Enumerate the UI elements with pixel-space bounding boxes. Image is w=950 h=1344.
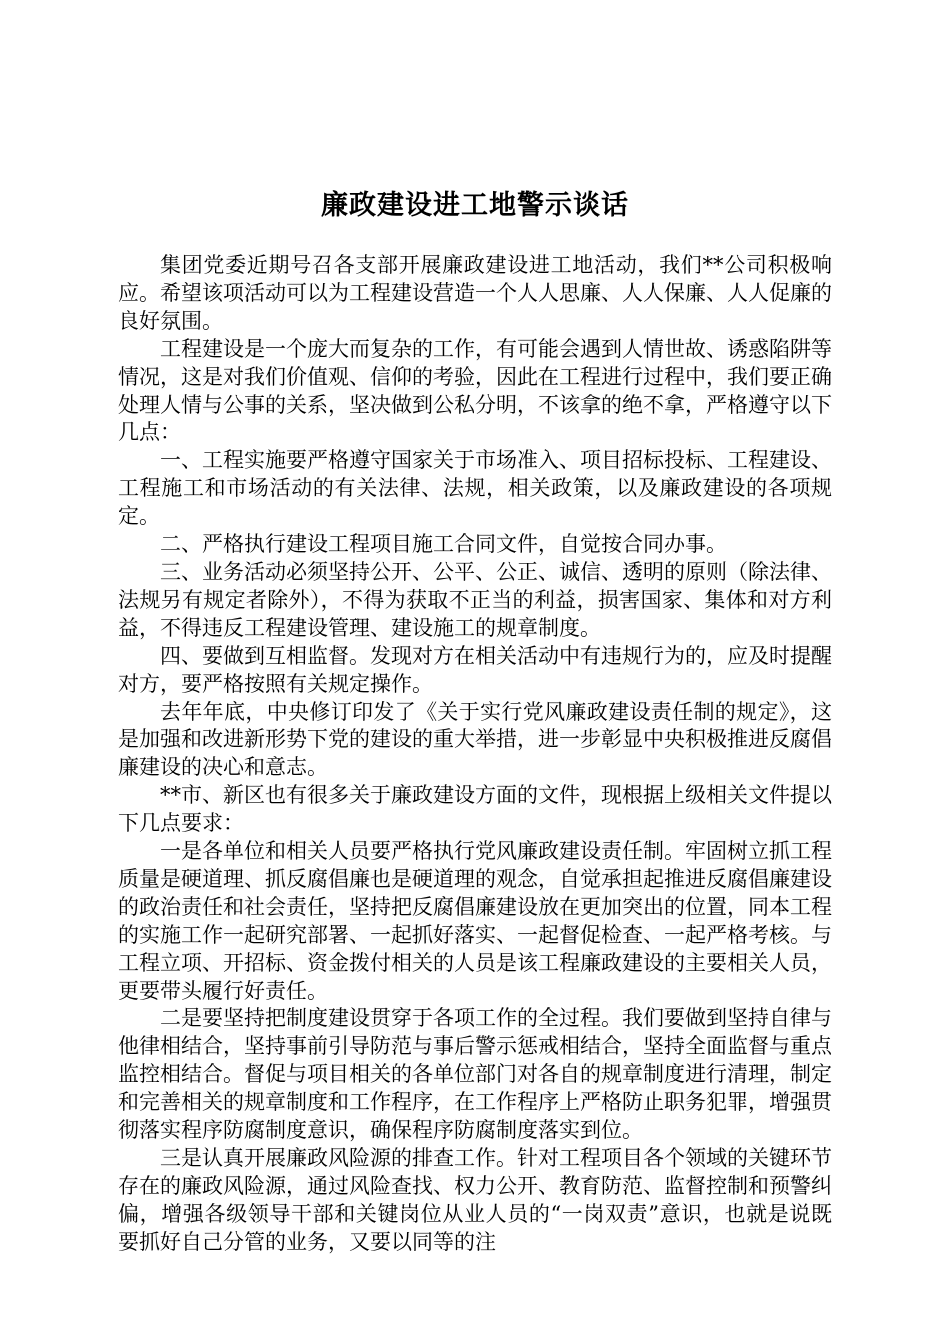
paragraph-requirement-3: 三是认真开展廉政风险源的排查工作。针对工程项目各个领域的关键环节存在的廉政风险源，通过风险查找、权力公开、教育防范、监督控制和预警纠偏，增强各级领导干部和关键岗位从业人员的“一岗双责”意识，也就是说既要抓好自己分管的业务，又要以同等的注 [118,1146,832,1254]
paragraph-context: 工程建设是一个庞大而复杂的工作，有可能会遇到人情世故、诱惑陷阱等情况，这是对我们价值观、信仰的考验，因此在工程进行过程中，我们要正确处理人情与公事的关系，坚决做到公私分明，不该拿的绝不拿，严格遵守以下几点： [118,336,832,445]
paragraph-intro: 集团党委近期号召各支部开展廉政建设进工地活动，我们**公司积极响应。希望该项活动可以为工程建设营造一个人人思廉、人人保廉、人人促廉的良好氛围。 [118,253,832,333]
paragraph-local-requirements: **市、新区也有很多关于廉政建设方面的文件，现根据上级相关文件提以下几点要求： [118,783,832,836]
paragraph-requirement-2: 二是要坚持把制度建设贯穿于各项工作的全过程。我们要做到坚持自律与他律相结合，坚持事前引导防范与事后警示惩戒相结合，坚持全面监督与重点监控相结合。督促与项目相关的各单位部门对各自的规章制度进行清理，制定和完善相关的规章制度和工作程序，在工作程序上严格防止职务犯罪，增强贯彻落实程序防腐制度意识，确保程序防腐制度落实到位。 [118,1006,832,1143]
document-title: 廉政建设进工地警示谈话 [321,190,629,221]
paragraph-central-regulation: 去年年底，中央修订印发了《关于实行党风廉政建设责任制的规定》，这是加强和改进新形势下党的建设的重大举措，进一步彰显中央积极推进反腐倡廉建设的决心和意志。 [118,699,832,780]
paragraph-rule-3: 三、业务活动必须坚持公开、公平、公正、诚信、透明的原则（除法律、法规另有规定者除外），不得为获取不正当的利益，损害国家、集体和对方利益，不得违反工程建设管理、建设施工的规章制度。 [118,559,832,640]
document-body [118,252,832,1257]
paragraph-rule-2: 二、严格执行建设工程项目施工合同文件，自觉按合同办事。 [160,532,727,557]
paragraph-requirement-1: 一是各单位和相关人员要严格执行党风廉政建设责任制。牢固树立抓工程质量是硬道理、抓反腐倡廉也是硬道理的观念，自觉承担起推进反腐倡廉建设的政治责任和社会责任，坚持把反腐倡廉建设放在更加突出的位置，同本工程的实施工作一起研究部署、一起抓好落实、一起督促检查、一起严格考核。与工程立项、开招标、资金拨付相关的人员是该工程廉政建设的主要相关人员，更要带头履行好责任。 [118,839,832,1003]
paragraph-rule-4: 四、要做到互相监督。发现对方在相关活动中有违规行为的，应及时提醒对方，要严格按照有关规定操作。 [118,643,832,696]
paragraph-rule-1: 一、工程实施要严格遵守国家关于市场准入、项目招标投标、工程建设、工程施工和市场活动的有关法律、法规，相关政策，以及廉政建设的各项规定。 [118,448,832,529]
